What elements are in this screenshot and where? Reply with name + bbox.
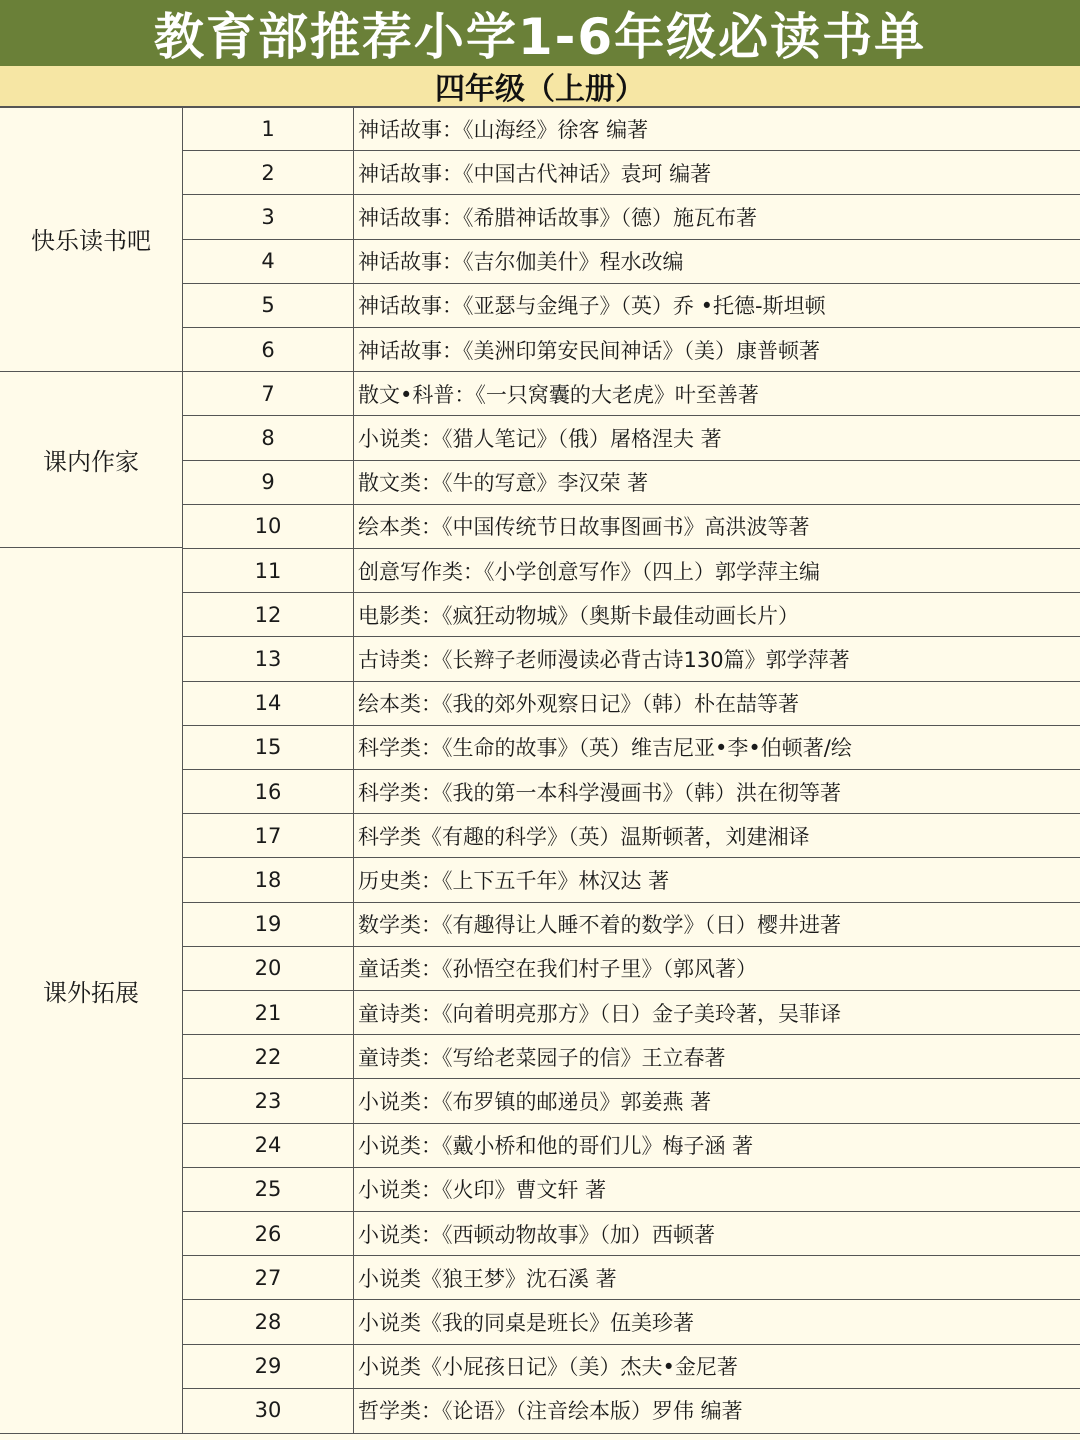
- table-row: [183, 725, 1080, 769]
- row-number: 6: [261, 337, 275, 362]
- book-entry: 小说类：《猎人笔记》（俄）屠格涅夫 著: [358, 426, 722, 451]
- row-number: 19: [254, 912, 282, 937]
- book-entry: 童诗类：《向着明亮那方》（日）金子美玲著，吴菲译: [358, 1001, 841, 1026]
- book-entry: 小说类《狼王梦》沈石溪 著: [358, 1266, 617, 1291]
- table-row: [183, 150, 1080, 194]
- group-label-extracurricular: 课外拓展: [43, 979, 139, 1007]
- book-entry: 科学类：《我的第一本科学漫画书》（韩）洪在彻等著: [358, 780, 841, 805]
- table-row: [183, 460, 1080, 504]
- row-number: 2: [261, 160, 275, 185]
- row-number: 18: [254, 867, 282, 892]
- table-row: [183, 194, 1080, 238]
- table-row: [183, 1255, 1080, 1299]
- table-row: [183, 681, 1080, 725]
- row-number: 30: [254, 1398, 282, 1423]
- book-entry: 童诗类：《写给老菜园子的信》王立春著: [358, 1045, 726, 1070]
- page-title: 教育部推荐小学1-6年级必读书单: [0, 0, 1080, 66]
- row-number: 20: [254, 956, 282, 981]
- book-entry: 科学类《有趣的科学》（英）温斯顿著，刘建湘译: [358, 824, 810, 849]
- table-row: [183, 1344, 1080, 1388]
- table-row: [183, 327, 1080, 371]
- row-number: 10: [254, 514, 282, 539]
- table-bottom-border: [0, 1433, 1080, 1434]
- table-row: [183, 504, 1080, 548]
- table-row: [183, 946, 1080, 990]
- book-entry: 历史类：《上下五千年》林汉达 著: [358, 868, 670, 893]
- book-entry: 小说类：《火印》曹文轩 著: [358, 1178, 607, 1203]
- row-number: 16: [254, 779, 282, 804]
- book-entry: 散文•科普：《一只窝囊的大老虎》叶至善著: [358, 382, 759, 407]
- book-entry: 神话故事：《吉尔伽美什》程水改编: [358, 250, 684, 275]
- book-entry: 数学类：《有趣得让人睡不着的数学》（日）樱井进著: [358, 913, 841, 938]
- book-entry: 科学类：《生命的故事》（英）维吉尼亚•李•伯顿著/绘: [358, 736, 852, 761]
- table-row: [183, 769, 1080, 813]
- table-row: [183, 990, 1080, 1034]
- book-entry: 神话故事：《美洲印第安民间神话》（美）康普顿著: [358, 338, 820, 363]
- book-entry: 绘本类：《我的郊外观察日记》（韩）朴在喆等著: [358, 692, 799, 717]
- book-entry: 古诗类：《长辫子老师漫读必背古诗130篇》郭学萍著: [358, 647, 850, 672]
- book-entry: 小说类：《布罗镇的邮递员》郭姜燕 著: [358, 1089, 712, 1114]
- row-number: 27: [254, 1265, 282, 1290]
- table-row: [183, 1034, 1080, 1078]
- row-number: 12: [254, 602, 282, 627]
- table-row: [183, 1211, 1080, 1255]
- table-row: [183, 857, 1080, 901]
- table-row: [183, 636, 1080, 680]
- table-row: [183, 1123, 1080, 1167]
- row-number: 28: [254, 1309, 282, 1334]
- book-entry: 小说类《小屁孩日记》（美）杰夫•金尼著: [358, 1355, 738, 1380]
- book-entry: 散文类：《牛的写意》李汉荣 著: [358, 471, 649, 496]
- group-label-classroom-authors: 课内作家: [43, 447, 139, 476]
- table-row: [183, 1388, 1080, 1432]
- row-number: 9: [261, 470, 275, 495]
- row-number: 17: [254, 823, 282, 848]
- table-row: [183, 902, 1080, 946]
- book-entry: 哲学类：《论语》（注音绘本版）罗伟 编著: [358, 1399, 743, 1424]
- table-row: [183, 371, 1080, 415]
- table-row: [183, 1078, 1080, 1122]
- grade-subtitle: 四年级（上册）: [0, 66, 1080, 108]
- row-number: 29: [254, 1354, 282, 1379]
- book-entry: 童话类：《孙悟空在我们村子里》（郭风著）: [358, 957, 757, 982]
- row-number: 14: [254, 691, 282, 716]
- row-number: 13: [254, 646, 282, 671]
- row-number: 23: [254, 1088, 282, 1113]
- table-row: [183, 1167, 1080, 1211]
- row-number: 7: [261, 381, 275, 406]
- row-number: 24: [254, 1133, 282, 1158]
- book-entry: 神话故事：《希腊神话故事》（德）施瓦布著: [358, 205, 757, 230]
- table-row: [183, 106, 1080, 150]
- table-row: [183, 283, 1080, 327]
- row-number: 25: [254, 1177, 282, 1202]
- table-row: [183, 1299, 1080, 1343]
- book-entry: 创意写作类：《小学创意写作》（四上）郭学萍主编: [358, 559, 820, 584]
- book-entry: 小说类：《戴小桥和他的哥们儿》梅子涵 著: [358, 1134, 754, 1159]
- row-number: 11: [254, 558, 282, 583]
- row-number: 15: [254, 735, 282, 760]
- book-entry: 神话故事：《中国古代神话》袁珂 编著: [358, 161, 712, 186]
- table-row: [183, 415, 1080, 459]
- row-number: 8: [261, 425, 275, 450]
- row-number: 21: [254, 1000, 282, 1025]
- book-entry: 电影类：《疯狂动物城》（奥斯卡最佳动画长片）: [358, 603, 799, 628]
- row-number: 3: [261, 204, 275, 229]
- row-number: 1: [261, 116, 275, 141]
- row-number: 4: [261, 249, 275, 274]
- row-number: 5: [261, 293, 275, 318]
- book-entry: 小说类：《西顿动物故事》（加）西顿著: [358, 1222, 715, 1247]
- book-entry: 神话故事：《亚瑟与金绳子》（英）乔 •托德-斯坦顿: [358, 294, 826, 319]
- book-table: [0, 106, 1080, 1434]
- row-number: 26: [254, 1221, 282, 1246]
- row-number: 22: [254, 1044, 282, 1069]
- table-row: [183, 813, 1080, 857]
- book-entry: 小说类《我的同桌是班长》伍美珍著: [358, 1310, 694, 1335]
- group-label-happy-reading: 快乐读书吧: [31, 227, 151, 255]
- book-entry: 绘本类：《中国传统节日故事图画书》高洪波等著: [358, 515, 810, 540]
- book-entry: 神话故事：《山海经》徐客 编著: [358, 117, 649, 142]
- table-row: [183, 239, 1080, 283]
- table-row: [183, 592, 1080, 636]
- table-row: [183, 548, 1080, 592]
